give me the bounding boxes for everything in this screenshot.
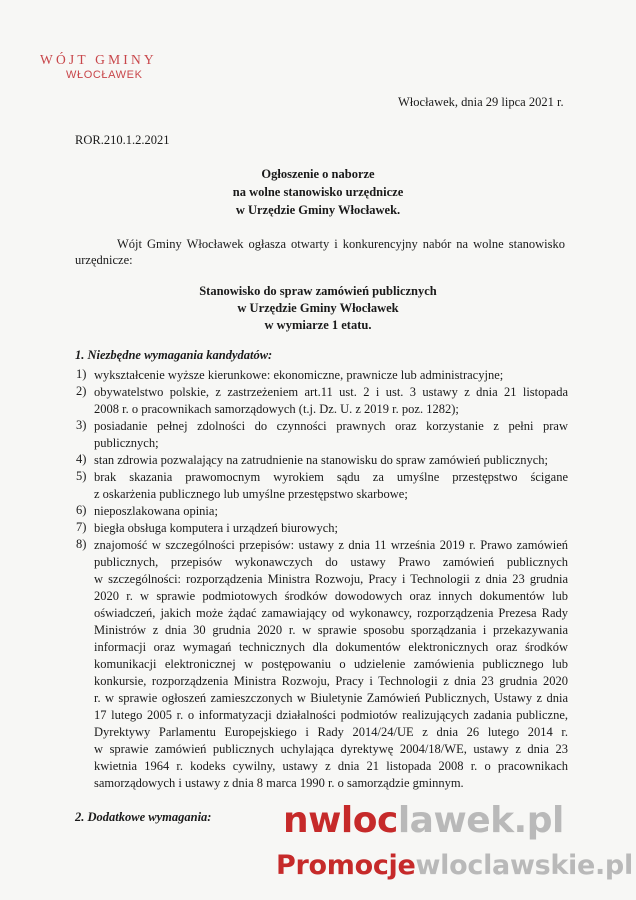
watermark-part: nwloc bbox=[283, 800, 398, 841]
list-item-text: znajomość w szczególności przepisów: ustawy z dnia 11 września 2019 r. Prawo zamówień bbox=[94, 538, 568, 552]
list-item bbox=[76, 367, 568, 384]
title-line: w Urzędzie Gminy Włocławek. bbox=[235, 203, 401, 217]
intro-line: Wójt Gminy Włocławek ogłasza otwarty i konkurencyjny nabór na wolne stanowisko bbox=[117, 237, 565, 251]
section-heading-requirements: 1. Niezbędne wymagania kandydatów: bbox=[75, 348, 273, 362]
reference-number: ROR.210.1.2.2021 bbox=[75, 133, 170, 147]
list-item-text: informacji oraz wymagań technicznych dla dokumentów elektronicznych oraz środków bbox=[94, 640, 568, 654]
list-item-text: posiadanie pełnej zdolności do czynności prawnych oraz korzystanie z pełni praw bbox=[94, 419, 568, 433]
title-line: na wolne stanowisko urzędnicze bbox=[232, 185, 404, 199]
position-line: w wymiarze 1 etatu. bbox=[264, 318, 372, 332]
list-item bbox=[76, 384, 568, 418]
intro-paragraph bbox=[75, 236, 565, 268]
list-item-text: brak skazania prawomocnym wyrokiem sądu za umyślne przestępstwo ścigane bbox=[94, 470, 568, 484]
position-line: w Urzędzie Gminy Włocławek bbox=[237, 301, 399, 315]
list-item-text: konkursie, rozporządzenia Ministra Rozwoju, Pracy i Technologii z dnia 23 grudnia 2020 bbox=[94, 674, 568, 688]
list-item-text: komunikacji elektronicznej w postępowaniu o udzielenie zamówienia publicznego lub bbox=[94, 657, 568, 671]
watermark-part: wloclawskie.pl bbox=[415, 850, 633, 881]
list-item bbox=[76, 520, 568, 537]
list-item-text: w szczególności: rozporządzenia Ministra Rozwoju, Pracy i Technologii z dnia 23 grudnia bbox=[94, 572, 568, 586]
list-item-text: publicznych, przepisów wykonawczych do ustawy Prawo zamówień publicznych bbox=[94, 555, 568, 569]
document-date: Włocławek, dnia 29 lipca 2021 r. bbox=[398, 95, 564, 109]
watermark-part: Promocje bbox=[276, 850, 416, 881]
list-item-text: oświadczeń, jakich może żądać zamawiający od wykonawcy, rozporządzenia Prezesa Rady bbox=[94, 606, 568, 620]
list-item bbox=[76, 503, 568, 520]
list-item-number: 3) bbox=[76, 418, 87, 432]
list-item bbox=[76, 452, 568, 469]
section-heading-additional: 2. Dodatkowe wymagania: bbox=[75, 810, 212, 824]
list-item-text: Dyrektywy Parlamentu Europejskiego i Rady 2014/24/UE z dnia 26 lutego 2014 r. bbox=[94, 725, 568, 739]
list-item-number: 5) bbox=[76, 469, 87, 483]
list-item-number: 2) bbox=[76, 384, 87, 398]
list-item-text: Ministrów z dnia 30 grudnia 2020 r. w sprawie sposobu sporządzania i przekazywania bbox=[94, 623, 568, 637]
list-item-text: 2008 r. o pracownikach samorządowych (t.j. Dz. U. z 2019 r. poz. 1282); bbox=[94, 402, 459, 416]
stamp-title: WÓJT GMINY bbox=[40, 52, 157, 67]
list-item-text: obywatelstwo polskie, z zastrzeżeniem art.11 ust. 2 i ust. 3 ustawy z dnia 21 listopada bbox=[94, 385, 568, 399]
list-item-text: wykształcenie wyższe kierunkowe: ekonomiczne, prawnicze lub administracyjne; bbox=[94, 368, 504, 382]
list-item-number: 1) bbox=[76, 367, 87, 381]
title-line: Ogłoszenie o naborze bbox=[261, 167, 375, 181]
list-item-text: kwietnia 1964 r. kodeks cywilny, ustawy z dnia 21 listopada 2008 r. o pracownikach bbox=[94, 759, 568, 773]
watermark-part: lawek.pl bbox=[397, 800, 564, 841]
list-item-number: 4) bbox=[76, 452, 87, 466]
list-item-text: 17 lutego 2005 r. o informatyzacji działalności podmiotów realizujących zadania publiczne, bbox=[94, 708, 568, 722]
requirements-list bbox=[76, 367, 568, 792]
list-item-text: w sprawie zamówień publicznych uchylająca dyrektywę 2004/18/WE, ustawy z dnia 23 bbox=[94, 742, 568, 756]
announcement-title bbox=[0, 165, 636, 219]
list-item-text: samorządowych i ustawy z dnia 8 marca 1990 r. o samorządzie gminnym. bbox=[94, 776, 464, 790]
list-item-number: 8) bbox=[76, 537, 87, 551]
list-item-number: 6) bbox=[76, 503, 87, 517]
position-title bbox=[0, 283, 636, 334]
list-item-text: z oskarżenia publicznego lub umyślne przestępstwo skarbowe; bbox=[94, 487, 408, 501]
list-item-number: 7) bbox=[76, 520, 87, 534]
list-item bbox=[76, 537, 568, 792]
list-item-text: r. w sprawie ogłoszeń zamieszczonych w Biuletynie Zamówień Publicznych, Ustawy z dnia bbox=[94, 691, 568, 705]
wojt-stamp bbox=[40, 52, 157, 81]
stamp-city: WŁOCŁAWEK bbox=[66, 69, 143, 81]
list-item bbox=[76, 418, 568, 452]
list-item bbox=[76, 469, 568, 503]
list-item-text: biegła obsługa komputera i urządzeń biurowych; bbox=[94, 521, 339, 535]
list-item-text: stan zdrowia pozwalający na zatrudnienie na stanowisku do spraw zamówień publicznych; bbox=[94, 453, 549, 467]
position-line: Stanowisko do spraw zamówień publicznych bbox=[199, 284, 437, 298]
watermark-nwloclawek bbox=[283, 800, 564, 841]
list-item-text: 2020 r. w sprawie podmiotowych środków dowodowych oraz innych dokumentów lub bbox=[94, 589, 568, 603]
watermark-promocje bbox=[276, 850, 633, 881]
list-item-text: nieposzlakowana opinia; bbox=[94, 504, 218, 518]
intro-line: urzędnicze: bbox=[75, 253, 133, 267]
list-item-text: publicznych; bbox=[94, 436, 159, 450]
